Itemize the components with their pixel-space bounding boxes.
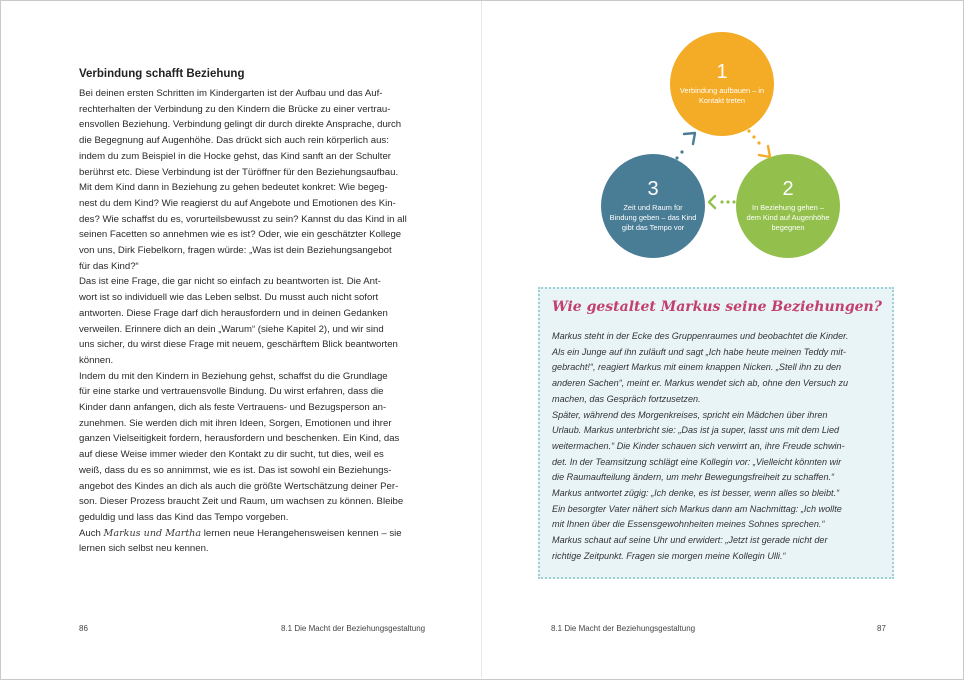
text-line: des? Wie schaffst du es, vorurteilsbewusst zu sein? Kannst du das Kind in all: [79, 213, 407, 225]
arrow-1-to-2-icon: [746, 128, 776, 162]
text-line: indem du zum Beispiel in die Hocke gehst, das Kind sanft an der Schulter: [79, 150, 391, 162]
text-line: det. In der Teamsitzung schlägt eine Kollegin vor: „Vielleicht könnten wir: [552, 456, 842, 467]
step-label: Zeit und Raum für Bindung geben – das Kind gibt das Tempo vor: [609, 203, 697, 232]
step-label: In Beziehung gehen – dem Kind auf Augenhöhe begegnen: [746, 203, 830, 232]
text-line: ganzen Vielseitigkeit fordern, herausfordern und beschenken. Ein Kind, das: [79, 433, 400, 445]
step-circle-2: [736, 154, 840, 258]
text-line: mit Ihnen über die Essensgewohnheiten meines Sohnes sprechen.“: [552, 519, 825, 530]
text-line: Markus steht in der Ecke des Gruppenraumes und beobachtet die Kinder.: [552, 331, 849, 341]
case-study-text: [552, 329, 880, 565]
text-line: für das Kind?“: [79, 260, 139, 272]
text-line: Markus schaut auf seine Uhr und erwidert: „Jetzt ist gerade nicht der: [552, 535, 828, 546]
character-names: Markus und Martha: [103, 527, 202, 539]
text-line: die Begegnung auf Augenhöhe. Das drückt sich auch rein körperlich aus:: [79, 135, 389, 147]
text-line: berührst etc. Diese Verbindung ist der Türöffner für den Beziehungsaufbau.: [79, 166, 399, 178]
text-line: Das ist eine Frage, die gar nicht so einfach zu beantworten ist. Die Ant-: [79, 276, 381, 288]
text-line: zunehmen. Sie werden dich mit ihren Ideen, Sorgen, Emotionen und ihrer: [79, 417, 392, 429]
text-line: anderen Sachen“, meint er. Markus wendet sich ab, ohne den Versuch zu: [552, 378, 849, 389]
text-line: verweilen. Erinnere dich an dein „Warum“ (siehe Kapitel 2), und wir sind: [79, 323, 384, 335]
case-study-title: Wie gestaltet Markus seine Beziehungen?: [552, 299, 882, 315]
text-line: Indem du mit den Kindern in Beziehung gehst, schaffst du die Grundlage: [79, 370, 388, 382]
text-line: Ein besorgter Vater nähert sich Markus dann am Nachmittag: „Ich wollte: [552, 503, 842, 514]
text-line: die Raumaufteilung ändern, um mehr Bewegungsfreiheit zu schaffen.“: [552, 472, 835, 483]
text-line: ensvollen Beziehung. Verbindung gelingt dir durch direkte Ansprache, durch: [79, 119, 402, 131]
text-line: Mit dem Kind dann in Beziehung zu gehen bedeutet konkret: Wie begeg-: [79, 182, 388, 194]
text-line: antworten. Diese Frage darf dich herausfordern und in deinen Gedanken: [79, 307, 388, 319]
text-line: Bei deinen ersten Schritten im Kindergarten ist der Aufbau und das Auf-: [79, 88, 383, 99]
text-line: uns sicher, du wirst diese Frage mit neuem, geschärftem Blick beantworten: [79, 339, 398, 351]
text-line: weitermachen.“ Die Kinder schauen sich verwirrt an, ihre Freude schwin-: [552, 440, 845, 451]
step-number: 1: [716, 61, 728, 83]
text-line: auf diese Weise immer wieder den Kontakt zu dir sucht, tut dies, weil es: [79, 449, 384, 461]
left-page-number: 86: [79, 624, 88, 633]
text-line: nest du dem Kind? Wie reagierst du auf Angebote und Emotionen des Kin-: [79, 197, 396, 209]
text-line: angebot des Kindes an dich als auch die größte Wertschätzung deiner Per-: [79, 480, 399, 492]
page-gutter: [481, 1, 482, 678]
text-line: geduldig und lass das Kind das Tempo vorgeben.: [79, 511, 289, 523]
left-body-text: [79, 86, 414, 557]
text-line: Später, während des Morgenkreises, spricht ein Mädchen über ihren: [552, 409, 828, 420]
relationship-cycle-diagram: [598, 32, 830, 258]
step-circle-3: [601, 154, 705, 258]
text-line: Als ein Junge auf ihn zuläuft und sagt „Ich habe heute meinen Teddy mit-: [552, 346, 846, 357]
section-heading: Verbindung schafft Beziehung: [79, 68, 245, 80]
text-line: son. Dieser Prozess braucht Zeit und Raum, um wachsen zu können. Bleibe: [79, 496, 404, 508]
text-line: lernen sich selbst neu kennen.: [79, 543, 209, 555]
arrow-2-to-3-icon: [706, 194, 738, 210]
text-line: richtige Zeitpunkt. Fragen sie morgen meine Kollegin Ulli.“: [552, 550, 786, 561]
text-line: Kinder dann anfangen, dich als feste Vertrauens- und Bezugsperson an-: [79, 402, 387, 414]
left-page-content: [79, 68, 414, 557]
step-circle-1: [670, 32, 774, 136]
right-page-number: 87: [877, 624, 886, 633]
text-line: von uns, Dirk Fiebelkorn, fragen würde: „Was ist dein Beziehungsangebot: [79, 245, 392, 257]
step-number: 3: [647, 178, 659, 200]
case-study-box: [538, 287, 894, 579]
left-running-header: 8.1 Die Macht der Beziehungsgestaltung: [281, 624, 426, 633]
text-line: wort ist so individuell wie das Leben selbst. Du musst auch nicht sofort: [79, 292, 379, 304]
text-line-names: [79, 526, 414, 542]
text-line: Markus antwortet zügig: „Ich denke, es ist besser, wenn alles so bleibt.“: [552, 488, 840, 499]
text-line: weiß, dass du es so annimmst, wie es ist. Das ist sowohl ein Beziehungs-: [79, 464, 392, 476]
step-number: 2: [782, 178, 794, 200]
text-line: für eine starke und vertrauensvolle Bindung. Du wirst erfahren, dass die: [79, 386, 384, 398]
text-line: können.: [79, 354, 114, 366]
text-line: seinen Facetten so annehmen wie es ist? Oder, wie ein geschätzter Kollege: [79, 229, 402, 241]
line-start: Auch: [79, 527, 104, 539]
text-line: gebracht!“, reagiert Markus mit einem knappen Nicken. „Stell ihn zu den: [552, 362, 842, 373]
text-line: rechterhalten der Verbindung zu den Kindern die Brücke zu einer vertrau-: [79, 103, 391, 115]
arrow-3-to-1-icon: [672, 128, 702, 162]
text-line: Urlaub. Markus unterbricht sie: „Das ist ja super, lasst uns mit dem Lied: [552, 425, 840, 436]
right-running-header: 8.1 Die Macht der Beziehungsgestaltung: [551, 624, 696, 633]
step-label: Verbindung aufbauen – in Kontakt treten: [679, 86, 765, 105]
line-end: lernen neue Herangehensweisen kennen – sie: [201, 527, 402, 539]
text-line: machen, das Gespräch fortzusetzen.: [552, 393, 701, 404]
